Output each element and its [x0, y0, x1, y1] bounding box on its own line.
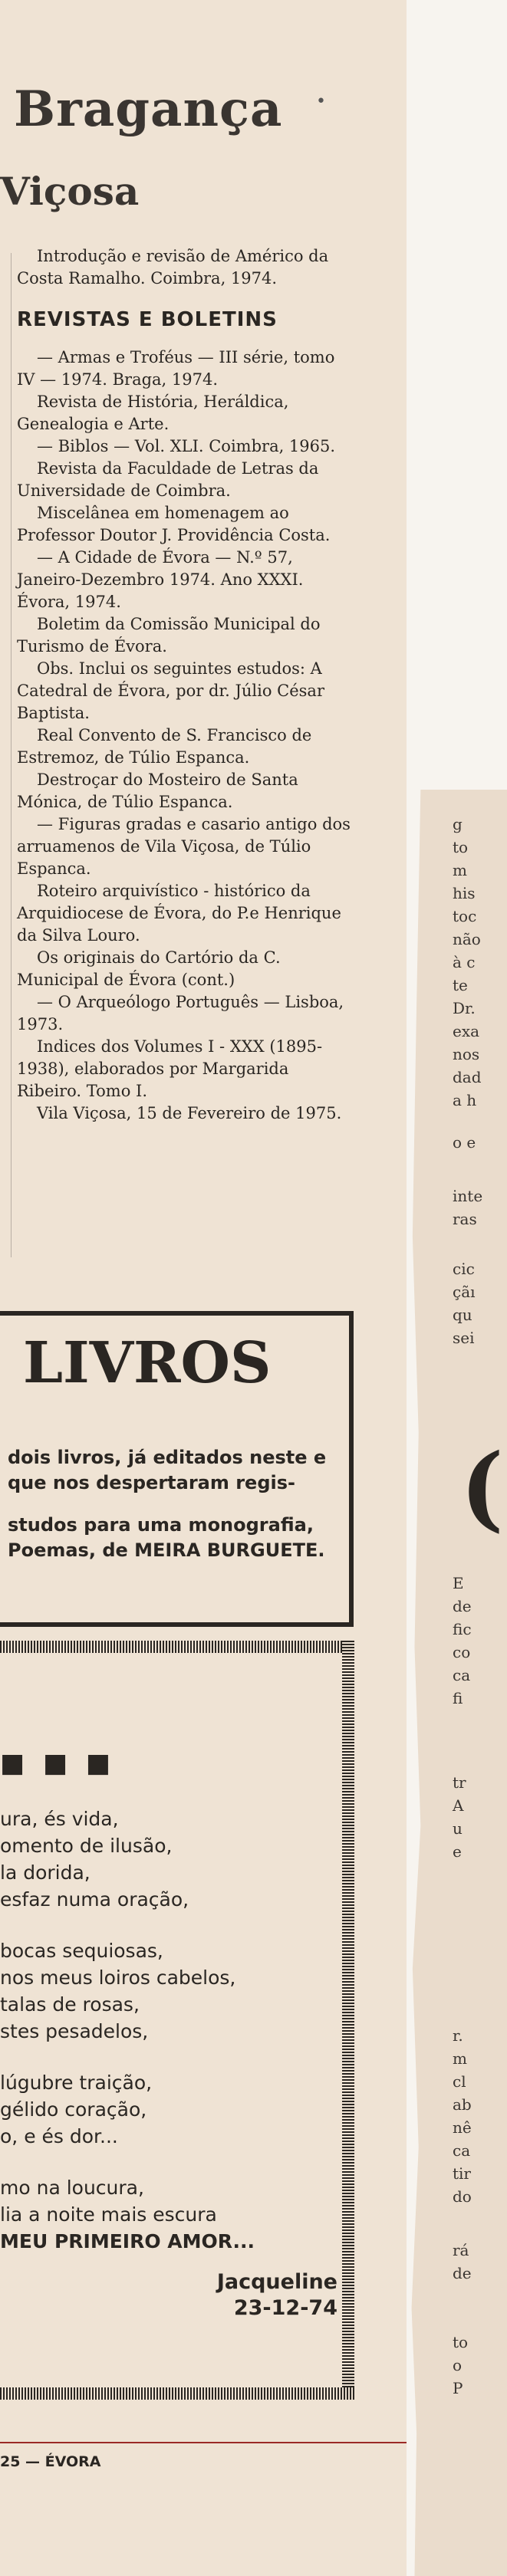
frame-band-bottom [0, 2387, 354, 2400]
fragment: ca [453, 2141, 471, 2160]
page-subtitle: Viçosa [0, 169, 140, 214]
page-footer: 25 — ÉVORA [0, 2453, 101, 2470]
verse: nos meus loiros cabelos, [0, 1967, 236, 1989]
fragment: m [453, 861, 467, 879]
entry: Boletim da Comissão Municipal do Turismo de Évora. [17, 615, 321, 656]
fragment: Dr. [453, 999, 476, 1017]
fragment-large-glyph: ( [460, 1434, 504, 1542]
fragment: fi [453, 1689, 463, 1707]
fragment: ab [453, 2095, 472, 2114]
fragment: sei [453, 1329, 475, 1347]
entry: Obs. Inclui os seguintes estudos: A Catedral de Évora, por dr. Júlio César Baptista. [17, 659, 324, 722]
fragment-block [453, 2024, 472, 2208]
fragment: toc [453, 907, 477, 925]
entry: Destroçar do Mosteiro de Santa Mónica, de Túlio Espanca. [17, 770, 298, 811]
livros-text [8, 1445, 345, 1580]
entry: Revista da Faculdade de Letras da Universidade de Coimbra. [17, 459, 319, 500]
fragment-block [453, 813, 482, 1112]
verse: lúgubre traição, [0, 2072, 153, 2094]
fragment: fic [453, 1620, 472, 1638]
fragment: m [453, 2049, 467, 2068]
ink-dot: • [316, 92, 326, 111]
entry: Os originais do Cartório da C. Municipal de Évora (cont.) [17, 948, 281, 989]
column-rule [11, 253, 12, 1257]
verse: la dorida, [0, 1861, 91, 1884]
footer-rule [0, 2442, 407, 2443]
entry: Revista de História, Heráldica, Genealogia e Arte. [17, 393, 289, 433]
entry: Indices dos Volumes I - XXX (1895-1938), elaborados por Margarida Ribeiro. Tomo I. [17, 1037, 323, 1100]
fragment: cic [453, 1260, 475, 1278]
poem [0, 1806, 337, 2279]
fragment: P [453, 2379, 463, 2397]
fragment-block [453, 1572, 472, 1710]
fragment-block [453, 1131, 476, 1154]
entry: — Figuras gradas e casario antigo dos arruamenos de Vila Viçosa, de Túlio Espanca. [17, 815, 351, 878]
verse: lia a noite mais escura [0, 2203, 217, 2226]
bibliography-column [17, 245, 354, 1125]
poem-signature [153, 2269, 337, 2321]
fragment: exa [453, 1022, 480, 1040]
verse: o, e és dor... [0, 2125, 118, 2147]
fragment: a h [453, 1091, 477, 1109]
fragment: cl [453, 2072, 466, 2091]
fragment-block [453, 1184, 482, 1230]
section-title: REVISTAS E BOLETINS [17, 308, 278, 331]
fragment: ca [453, 1666, 471, 1684]
entry: Roteiro arquivístico - histórico da Arquidiocese de Évora, do P.e Henrique da Silva Louro. [17, 882, 341, 945]
poem-ornament: ■ ■ ■ [0, 1748, 116, 1779]
stanza [0, 2174, 337, 2255]
fragment: ras [453, 1210, 477, 1228]
entry: — Armas e Troféus — III série, tomo IV — 1974. Braga, 1974. [17, 348, 335, 389]
livros-title: LIVROS [23, 1330, 272, 1396]
poem-date: 23-12-74 [233, 2296, 337, 2320]
fragment: rá [453, 2241, 469, 2259]
fragment: à c [453, 953, 476, 971]
fragment-block [453, 1257, 476, 1349]
page-title: Bragança [14, 80, 283, 138]
fragment: o [453, 2356, 463, 2374]
fragment: não [453, 930, 481, 948]
livros-paragraph: studos para uma monografia, Poemas, de MEIRA BURGUETE. [8, 1514, 325, 1561]
entry: — O Arqueólogo Português — Lisboa, 1973. [17, 993, 344, 1033]
fragment-block [453, 2239, 472, 2285]
fragment: çãı [453, 1283, 476, 1301]
stanza [0, 1806, 337, 1913]
frame-band-top [0, 1641, 354, 1653]
fragment: to [453, 2333, 469, 2351]
verse: ura, és vida, [0, 1808, 119, 1830]
fragment: A [453, 1796, 464, 1815]
stanza [0, 2069, 337, 2150]
fragment: tir [453, 2164, 471, 2183]
fragment: nê [453, 2118, 472, 2137]
fragment: do [453, 2187, 472, 2206]
poem-author: Jacqueline [216, 2270, 337, 2294]
fragment: g [453, 815, 463, 833]
fragment: de [453, 2264, 472, 2282]
entry: Real Convento de S. Francisco de Estremoz, de Túlio Espanca. [17, 726, 312, 767]
livros-paragraph: dois livros, já editados neste e que nos despertaram regis- [8, 1447, 327, 1493]
fragment-block [453, 1771, 466, 1863]
fragment: e [453, 1842, 462, 1861]
fragment: his [453, 884, 476, 902]
fragment: tr [453, 1773, 466, 1792]
verse: esfaz numa oração, [0, 1888, 189, 1911]
fragment: nos [453, 1045, 480, 1063]
verse: omento de ilusão, [0, 1835, 173, 1857]
verse: bocas sequiosas, [0, 1940, 163, 1962]
fragment: dad [453, 1068, 482, 1086]
entry: — A Cidade de Évora — N.º 57, Janeiro-Dezembro 1974. Ano XXXI. Évora, 1974. [17, 548, 304, 611]
frame-band-right [342, 1641, 354, 2400]
verse: MEU PRIMEIRO AMOR... [0, 2230, 255, 2252]
fragment: te [453, 976, 468, 994]
fragment: to [453, 838, 469, 856]
verse: mo na loucura, [0, 2177, 144, 2199]
fragment: inte [453, 1187, 483, 1205]
fragment: u [453, 1819, 463, 1838]
entry: Vila Viçosa, 15 de Fevereiro de 1975. [37, 1104, 342, 1122]
fragment: qu [453, 1306, 472, 1324]
fragment: E [453, 1574, 464, 1592]
stanza [0, 1937, 337, 2045]
fragment: de [453, 1597, 472, 1615]
fragment: r. [453, 2026, 463, 2045]
verse: talas de rosas, [0, 1993, 140, 2016]
intro-paragraph: Introdução e revisão de Américo da Costa Ramalho. Coimbra, 1974. [17, 247, 329, 288]
fragment: co [453, 1643, 471, 1661]
verse: gélido coração, [0, 2098, 147, 2121]
entry: Miscelânea em homenagem ao Professor Doutor J. Providência Costa. [17, 504, 331, 544]
verse: stes pesadelos, [0, 2020, 149, 2042]
entry: — Biblos — Vol. XLI. Coimbra, 1965. [37, 437, 336, 455]
fragment-block [453, 2331, 468, 2400]
fragment: o e [453, 1133, 476, 1152]
